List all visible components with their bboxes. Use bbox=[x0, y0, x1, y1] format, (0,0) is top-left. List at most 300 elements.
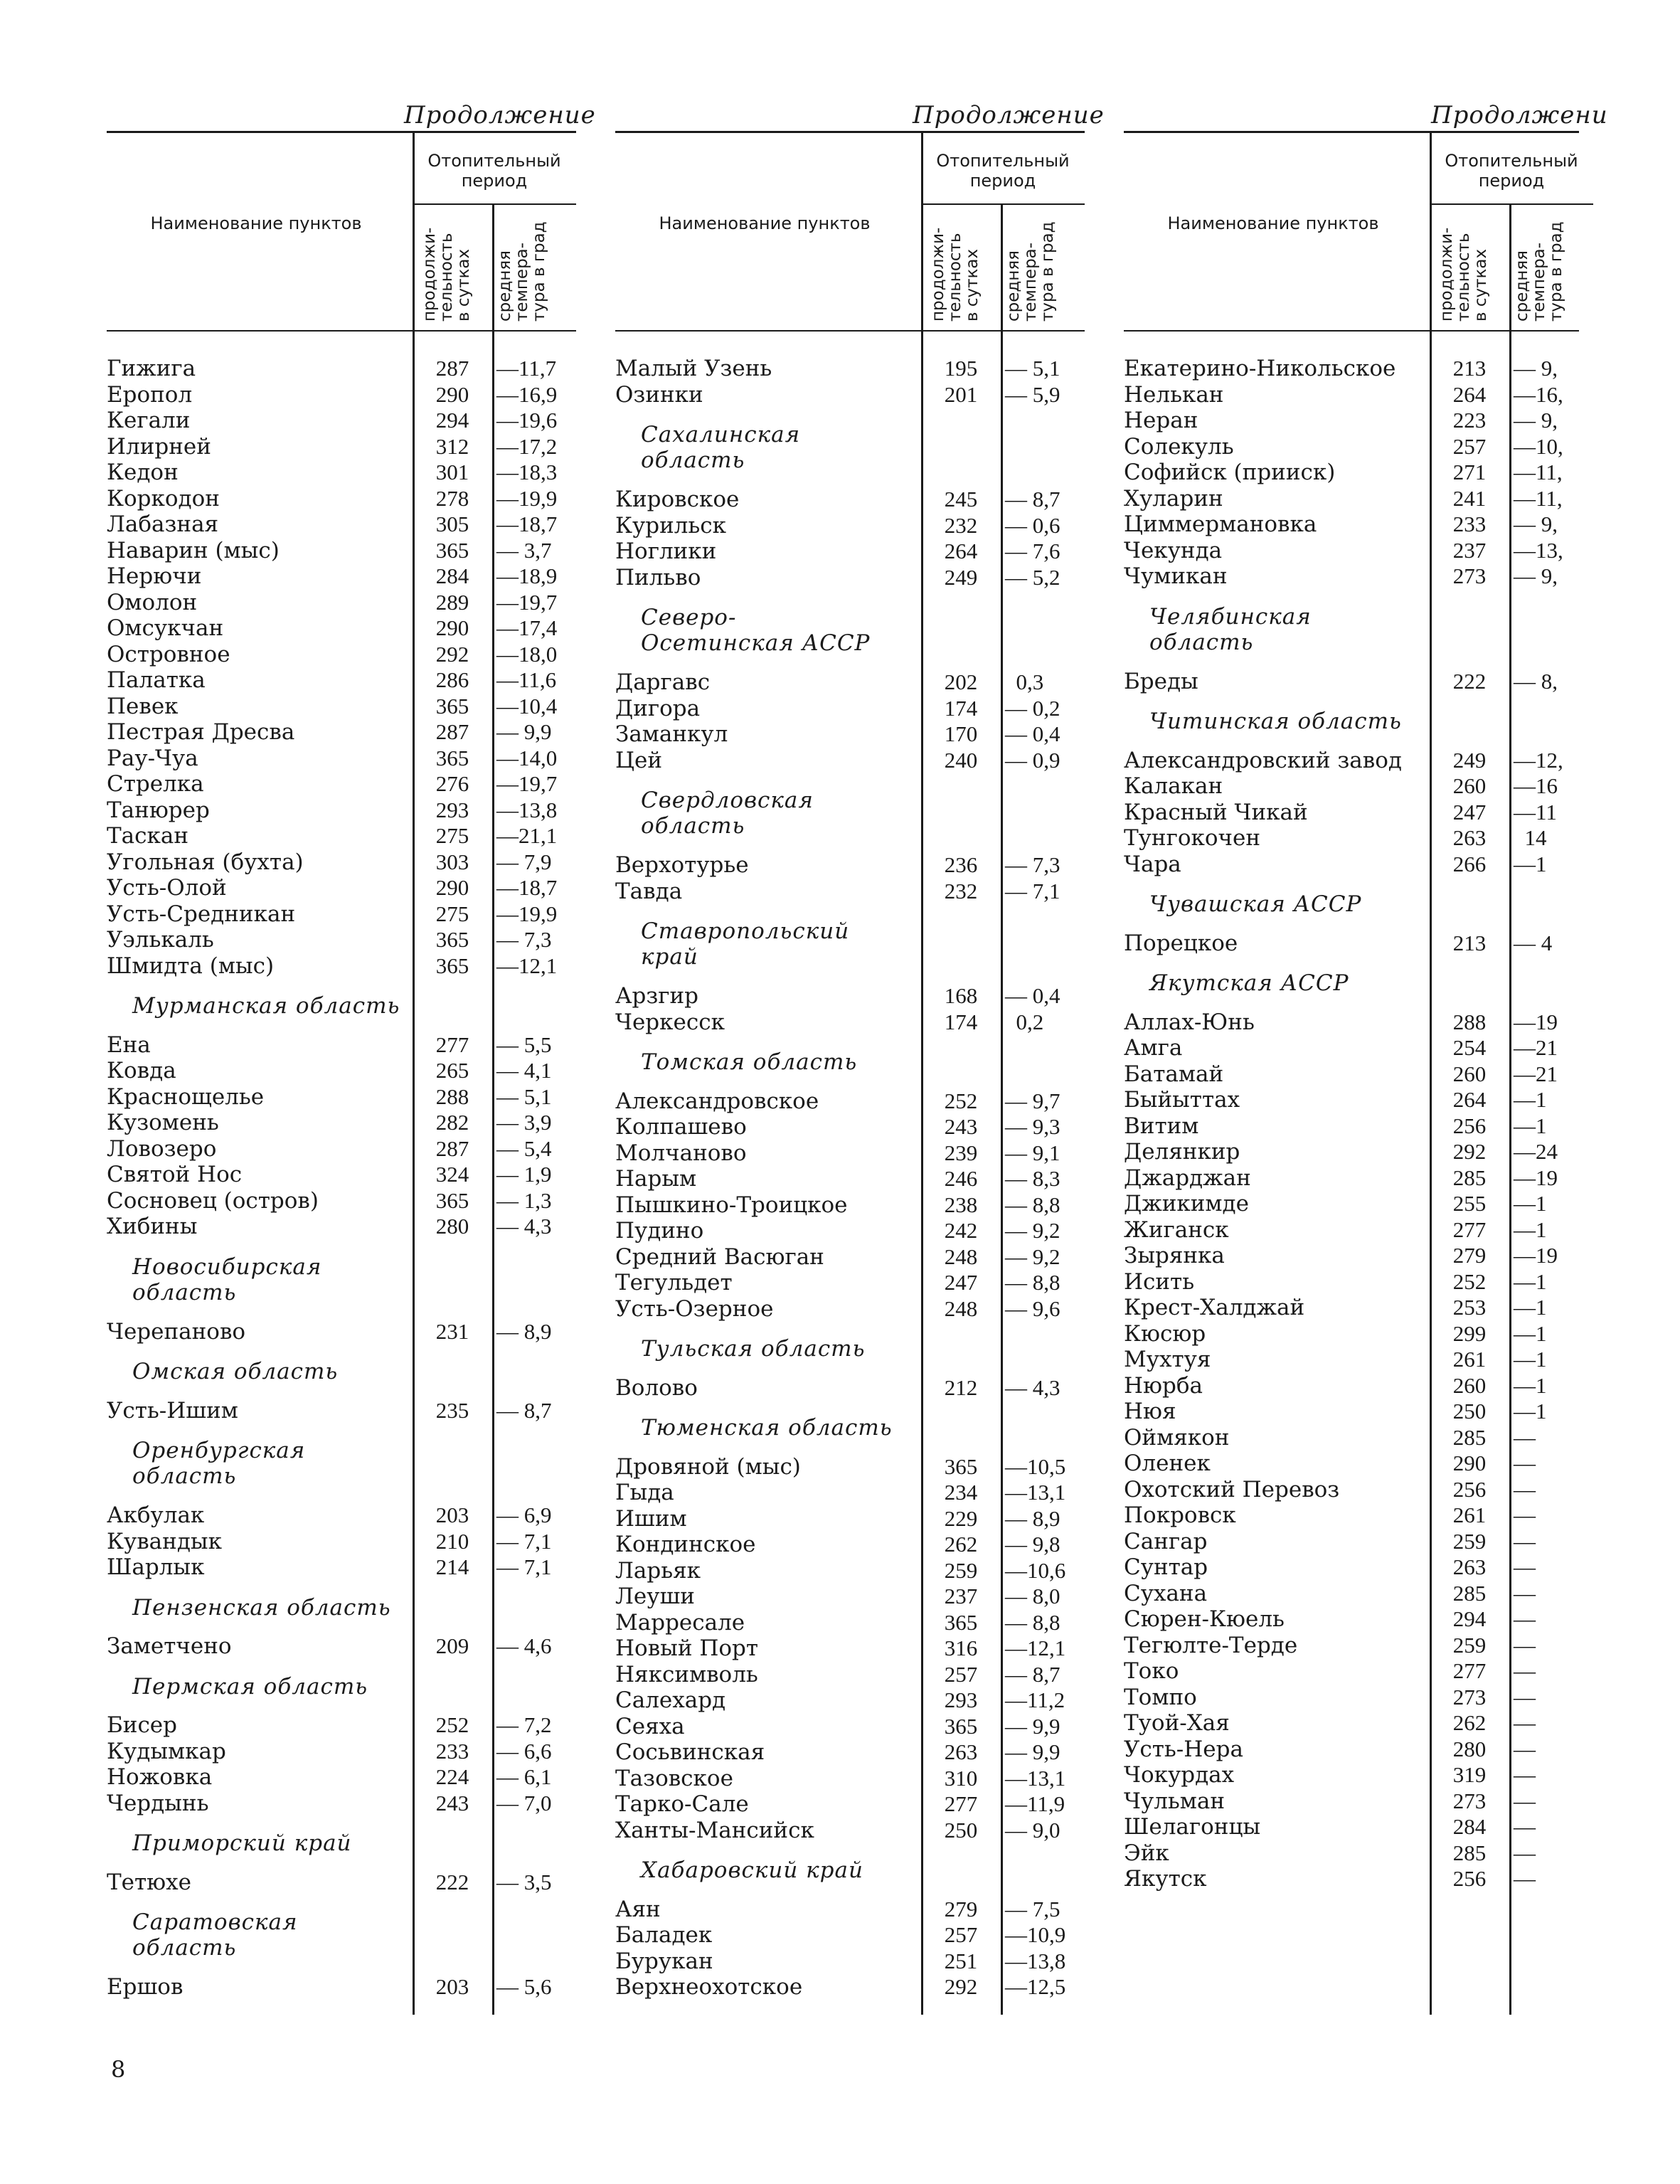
average-temperature: —13, bbox=[1514, 537, 1563, 563]
duration-days: 253 bbox=[1452, 1295, 1487, 1320]
place-name: Шмидта (мыс) bbox=[107, 953, 275, 979]
top-rule bbox=[615, 131, 1085, 133]
place-name: Даргавс bbox=[615, 669, 711, 695]
place-name: Озинки bbox=[615, 381, 703, 408]
duration-days: 299 bbox=[1452, 1320, 1487, 1346]
average-temperature: — 7,0 bbox=[496, 1790, 552, 1815]
place-name: Омолон bbox=[107, 589, 198, 615]
average-temperature: — bbox=[1514, 1788, 1536, 1813]
duration-days: 365 bbox=[435, 693, 469, 719]
average-temperature: — 0,2 bbox=[1005, 695, 1060, 721]
average-temperature: —12, bbox=[1514, 747, 1563, 773]
average-temperature: —10,4 bbox=[496, 693, 558, 719]
place-name: Колпашево bbox=[615, 1114, 747, 1140]
duration-days: 203 bbox=[435, 1974, 469, 1999]
average-temperature: —1 bbox=[1514, 851, 1547, 876]
duration-days: 365 bbox=[944, 1453, 978, 1479]
duration-days: 290 bbox=[435, 381, 469, 407]
duration-days: 249 bbox=[1452, 747, 1487, 773]
average-temperature: —24 bbox=[1514, 1139, 1558, 1164]
average-temperature: — 4,3 bbox=[496, 1214, 552, 1239]
duration-days: 286 bbox=[435, 667, 469, 692]
place-name: Чердынь bbox=[107, 1790, 209, 1816]
duration-days: 242 bbox=[944, 1218, 978, 1243]
place-name: Исить bbox=[1124, 1268, 1195, 1295]
duration-days: 263 bbox=[1452, 825, 1487, 850]
average-temperature: — 9, bbox=[1514, 563, 1558, 588]
place-name: Пильво bbox=[615, 564, 701, 590]
duration-days: 223 bbox=[1452, 408, 1487, 433]
place-name: Усть-Ишим bbox=[107, 1397, 238, 1424]
place-name: Новый Порт bbox=[615, 1636, 759, 1661]
average-temperature: — 8, bbox=[1514, 668, 1558, 694]
average-temperature: — bbox=[1514, 1684, 1536, 1709]
place-name: Ножовка bbox=[107, 1764, 213, 1790]
average-temperature: — 9, bbox=[1514, 356, 1558, 381]
average-temperature: — 8,7 bbox=[1005, 1661, 1060, 1687]
average-temperature: — 4,1 bbox=[496, 1058, 552, 1083]
place-name: Нарым bbox=[615, 1166, 697, 1192]
place-name: Островное bbox=[107, 641, 230, 667]
average-temperature: 0,2 bbox=[1005, 1009, 1044, 1034]
duration-days: 251 bbox=[944, 1948, 978, 1973]
average-temperature: —19 bbox=[1514, 1165, 1558, 1190]
region-name: Новосибирская область bbox=[132, 1253, 322, 1305]
average-temperature: — bbox=[1514, 1632, 1536, 1658]
duration-days: 294 bbox=[1452, 1606, 1487, 1631]
average-temperature: —18,7 bbox=[496, 875, 558, 900]
place-name: Тегульдет bbox=[615, 1270, 733, 1295]
average-temperature: —13,1 bbox=[1005, 1765, 1066, 1791]
duration-days: 280 bbox=[1452, 1736, 1487, 1761]
duration-days: 292 bbox=[435, 641, 469, 667]
average-temperature: —17,2 bbox=[496, 433, 558, 459]
average-temperature: — 3,5 bbox=[496, 1869, 552, 1894]
place-name: Заманкул bbox=[615, 721, 728, 747]
duration-days: 237 bbox=[944, 1584, 978, 1608]
place-name: Тегюлте-Терде bbox=[1124, 1632, 1298, 1658]
continuation-label: Продолжени bbox=[1431, 101, 1608, 129]
table-panel-3 bbox=[1124, 0, 1608, 2106]
average-temperature: — 6,1 bbox=[496, 1764, 552, 1789]
average-temperature: — 8,3 bbox=[1005, 1166, 1060, 1191]
place-name: Нюрба bbox=[1124, 1372, 1203, 1399]
duration-days: 243 bbox=[435, 1790, 469, 1815]
duration-days: 249 bbox=[944, 564, 978, 590]
place-name: Усть-Нера bbox=[1124, 1736, 1243, 1762]
duration-days: 277 bbox=[1452, 1658, 1487, 1683]
region-name: Чувашская АССР bbox=[1149, 891, 1362, 917]
duration-days: 231 bbox=[435, 1318, 469, 1344]
place-name: Палатка bbox=[107, 667, 206, 693]
place-name: Порецкое bbox=[1124, 930, 1238, 956]
place-name: Стрелка bbox=[107, 771, 204, 797]
place-name: Кондинское bbox=[615, 1532, 756, 1557]
duration-days: 240 bbox=[944, 747, 978, 773]
region-name: Читинская область bbox=[1149, 709, 1402, 734]
duration-days: 262 bbox=[944, 1532, 978, 1557]
duration-days: 264 bbox=[1452, 381, 1487, 407]
duration-days: 213 bbox=[1452, 356, 1487, 381]
place-name: Делянкир bbox=[1124, 1139, 1240, 1165]
region-name: Приморский край bbox=[132, 1830, 352, 1856]
duration-days: 245 bbox=[944, 487, 978, 511]
region-name: Сахалинская область bbox=[641, 422, 801, 473]
place-name: Чекунда bbox=[1124, 537, 1223, 563]
place-name: Салехард bbox=[615, 1687, 726, 1713]
duration-days: 254 bbox=[1452, 1035, 1487, 1060]
place-name: Наварин (мыс) bbox=[107, 537, 280, 563]
place-name: Ларьяк bbox=[615, 1557, 701, 1584]
duration-days: 275 bbox=[435, 823, 469, 848]
duration-days: 365 bbox=[944, 1713, 978, 1739]
average-temperature: — 7,1 bbox=[1005, 878, 1060, 903]
duration-days: 232 bbox=[944, 878, 978, 903]
average-temperature: — 8,9 bbox=[1005, 1505, 1060, 1531]
column-divider bbox=[1001, 205, 1003, 2015]
average-temperature: —1 bbox=[1514, 1268, 1547, 1294]
average-temperature: —12,1 bbox=[496, 953, 558, 978]
duration-days: 257 bbox=[1452, 433, 1487, 459]
column-header-temperature: средняя темпера- тура в град bbox=[1513, 221, 1565, 322]
duration-days: 285 bbox=[1452, 1840, 1487, 1865]
place-name: Танюрер bbox=[107, 797, 210, 823]
duration-days: 214 bbox=[435, 1554, 469, 1579]
duration-days: 224 bbox=[435, 1764, 469, 1789]
table-panel-2 bbox=[615, 0, 1105, 2106]
place-name: Ловозеро bbox=[107, 1135, 217, 1162]
place-name: Пышкино-Троицкое bbox=[615, 1192, 848, 1218]
place-name: Леуши bbox=[615, 1584, 695, 1609]
average-temperature: — 9,2 bbox=[1005, 1244, 1060, 1269]
place-name: Зырянка bbox=[1124, 1243, 1225, 1268]
duration-days: 256 bbox=[1452, 1866, 1487, 1891]
average-temperature: — 3,7 bbox=[496, 537, 552, 563]
average-temperature: — bbox=[1514, 1528, 1536, 1554]
place-name: Бисер bbox=[107, 1712, 177, 1738]
duration-days: 279 bbox=[1452, 1243, 1487, 1268]
duration-days: 284 bbox=[1452, 1814, 1487, 1839]
duration-days: 252 bbox=[944, 1088, 978, 1113]
duration-days: 256 bbox=[1452, 1113, 1487, 1138]
place-name: Аллах-Юнь bbox=[1124, 1009, 1255, 1035]
place-name: Дровяной (мыс) bbox=[615, 1453, 801, 1480]
duration-days: 277 bbox=[944, 1791, 978, 1816]
duration-days: 287 bbox=[435, 1135, 469, 1161]
place-name: Няксимволь bbox=[615, 1661, 758, 1687]
duration-days: 212 bbox=[944, 1374, 978, 1400]
duration-days: 264 bbox=[1452, 1087, 1487, 1112]
place-name: Кузомень bbox=[107, 1110, 219, 1135]
average-temperature: — 9, bbox=[1514, 408, 1558, 433]
place-name: Ноглики bbox=[615, 539, 717, 564]
column-divider bbox=[492, 205, 494, 2015]
duration-days: 294 bbox=[435, 408, 469, 433]
duration-days: 290 bbox=[435, 875, 469, 900]
place-name: Рау-Чуа bbox=[107, 745, 198, 771]
duration-days: 266 bbox=[1452, 851, 1487, 876]
average-temperature: —16,9 bbox=[496, 381, 558, 407]
average-temperature: — 0,4 bbox=[1005, 721, 1060, 746]
duration-days: 293 bbox=[435, 797, 469, 822]
duration-days: 365 bbox=[435, 927, 469, 952]
duration-days: 236 bbox=[944, 852, 978, 877]
place-name: Нерючи bbox=[107, 563, 202, 589]
average-temperature: — 7,9 bbox=[496, 849, 552, 874]
place-name: Туой-Хая bbox=[1124, 1710, 1230, 1736]
duration-days: 276 bbox=[435, 771, 469, 796]
average-temperature: — 5,5 bbox=[496, 1032, 552, 1057]
place-name: Ханты-Мансийск bbox=[615, 1817, 814, 1843]
period-rule bbox=[1431, 203, 1593, 205]
place-name: Черепаново bbox=[107, 1318, 246, 1345]
place-name: Амга bbox=[1124, 1035, 1183, 1061]
header-bottom-rule bbox=[107, 330, 576, 332]
place-name: Баладек bbox=[615, 1922, 713, 1948]
place-name: Оймякон bbox=[1124, 1424, 1230, 1451]
duration-days: 285 bbox=[1452, 1424, 1487, 1450]
place-name: Быйыттах bbox=[1124, 1087, 1240, 1113]
average-temperature: — 9,9 bbox=[1005, 1739, 1060, 1764]
place-name: Коркодон bbox=[107, 485, 220, 511]
duration-days: 201 bbox=[944, 381, 978, 407]
duration-days: 252 bbox=[1452, 1268, 1487, 1294]
average-temperature: —1 bbox=[1514, 1191, 1547, 1216]
place-name: Аян bbox=[615, 1896, 661, 1922]
place-name: Цей bbox=[615, 747, 663, 773]
place-name: Верхнеохотское bbox=[615, 1974, 803, 2000]
average-temperature: 0,3 bbox=[1005, 669, 1044, 694]
average-temperature: — 9, bbox=[1514, 511, 1558, 536]
average-temperature: — bbox=[1514, 1710, 1536, 1735]
place-name: Неран bbox=[1124, 408, 1198, 433]
region-name: Тульская область bbox=[641, 1336, 866, 1362]
duration-days: 247 bbox=[944, 1270, 978, 1295]
place-name: Покровск bbox=[1124, 1502, 1236, 1528]
duration-days: 305 bbox=[435, 511, 469, 536]
region-name: Мурманская область bbox=[132, 993, 400, 1019]
column-divider bbox=[1509, 205, 1511, 2015]
duration-days: 239 bbox=[944, 1140, 978, 1165]
region-name: Пензенская область bbox=[132, 1594, 391, 1621]
place-name: Илирней bbox=[107, 433, 211, 460]
duration-days: 174 bbox=[944, 1009, 978, 1034]
duration-days: 285 bbox=[1452, 1165, 1487, 1190]
place-name: Усть-Озерное bbox=[615, 1295, 774, 1322]
average-temperature: —11, bbox=[1514, 460, 1563, 484]
duration-days: 222 bbox=[435, 1869, 469, 1894]
place-name: Верхотурье bbox=[615, 852, 749, 878]
duration-days: 250 bbox=[1452, 1399, 1487, 1424]
place-name: Чокурдах bbox=[1124, 1762, 1235, 1788]
average-temperature: —18,9 bbox=[496, 563, 558, 588]
average-temperature: — bbox=[1514, 1606, 1536, 1631]
duration-days: 257 bbox=[944, 1661, 978, 1687]
duration-days: 292 bbox=[944, 1974, 978, 1999]
duration-days: 210 bbox=[435, 1528, 469, 1554]
place-name: Арзгир bbox=[615, 983, 698, 1009]
average-temperature: —14,0 bbox=[496, 745, 558, 770]
place-name: Ершов bbox=[107, 1974, 184, 2000]
average-temperature: — 9,1 bbox=[1005, 1140, 1060, 1165]
average-temperature: — 6,6 bbox=[496, 1738, 552, 1764]
place-name: Циммермановка bbox=[1124, 511, 1317, 537]
duration-days: 170 bbox=[944, 721, 978, 746]
average-temperature: — bbox=[1514, 1814, 1536, 1839]
place-name: Малый Узень bbox=[615, 356, 772, 381]
place-name: Чумикан bbox=[1124, 563, 1228, 589]
average-temperature: — 7,1 bbox=[496, 1528, 552, 1554]
average-temperature: —1 bbox=[1514, 1347, 1547, 1372]
place-name: Нелькан bbox=[1124, 381, 1224, 408]
average-temperature: —18,7 bbox=[496, 511, 558, 536]
duration-days: 290 bbox=[1452, 1451, 1487, 1475]
duration-days: 290 bbox=[435, 615, 469, 640]
column-header-name: Наименование пунктов bbox=[659, 213, 871, 233]
duration-days: 235 bbox=[435, 1397, 469, 1423]
region-name: Хабаровский край bbox=[641, 1857, 863, 1883]
region-name: Пермская область bbox=[132, 1673, 368, 1700]
duration-days: 248 bbox=[944, 1295, 978, 1321]
duration-days: 285 bbox=[1452, 1580, 1487, 1606]
duration-days: 263 bbox=[944, 1739, 978, 1764]
average-temperature: — 8,9 bbox=[496, 1318, 552, 1344]
average-temperature: — 4 bbox=[1514, 930, 1553, 955]
place-name: Красный Чикай bbox=[1124, 799, 1308, 825]
region-name: Саратовская область bbox=[132, 1909, 298, 1961]
duration-days: 238 bbox=[944, 1192, 978, 1217]
average-temperature: — 9,9 bbox=[1005, 1713, 1060, 1739]
place-name: Марресале bbox=[615, 1609, 745, 1636]
duration-days: 301 bbox=[435, 460, 469, 484]
average-temperature: —19,6 bbox=[496, 408, 558, 433]
duration-days: 312 bbox=[435, 433, 469, 459]
duration-days: 257 bbox=[944, 1922, 978, 1947]
place-name: Софийск (прииск) bbox=[1124, 460, 1336, 485]
duration-days: 232 bbox=[944, 512, 978, 538]
average-temperature: — 7,6 bbox=[1005, 539, 1060, 563]
duration-days: 237 bbox=[1452, 537, 1487, 563]
average-temperature: —10,9 bbox=[1005, 1922, 1066, 1947]
column-header-duration: продолжи- тельность в сутках bbox=[420, 227, 473, 322]
place-name: Певек bbox=[107, 693, 179, 719]
duration-days: 229 bbox=[944, 1505, 978, 1531]
average-temperature: — 9,7 bbox=[1005, 1088, 1060, 1113]
place-name: Александровское bbox=[615, 1088, 819, 1114]
duration-days: 203 bbox=[435, 1502, 469, 1527]
average-temperature: —1 bbox=[1514, 1295, 1547, 1320]
place-name: Екатерино-Никольское bbox=[1124, 356, 1396, 381]
average-temperature: —11,7 bbox=[496, 356, 557, 381]
duration-days: 260 bbox=[1452, 773, 1487, 798]
duration-days: 282 bbox=[435, 1110, 469, 1135]
duration-days: 275 bbox=[435, 901, 469, 926]
average-temperature: — 7,5 bbox=[1005, 1896, 1060, 1921]
place-name: Ена bbox=[107, 1032, 151, 1058]
duration-days: 259 bbox=[944, 1557, 978, 1583]
region-name: Свердловская область bbox=[641, 788, 814, 839]
average-temperature: —1 bbox=[1514, 1216, 1547, 1242]
average-temperature: —13,8 bbox=[1005, 1948, 1066, 1973]
place-name: Святой Нос bbox=[107, 1162, 243, 1187]
average-temperature: —12,1 bbox=[1005, 1636, 1066, 1660]
average-temperature: — 7,3 bbox=[1005, 852, 1060, 877]
duration-days: 168 bbox=[944, 983, 978, 1008]
average-temperature: — bbox=[1514, 1866, 1536, 1891]
average-temperature: —19 bbox=[1514, 1243, 1558, 1268]
average-temperature: — 5,2 bbox=[1005, 564, 1060, 590]
place-name: Джикимде bbox=[1124, 1191, 1249, 1216]
table-panel-1 bbox=[107, 0, 596, 2106]
place-name: Якутск bbox=[1124, 1866, 1207, 1892]
duration-days: 277 bbox=[435, 1032, 469, 1057]
place-name: Сосьвинская bbox=[615, 1739, 765, 1765]
duration-days: 292 bbox=[1452, 1139, 1487, 1164]
duration-days: 246 bbox=[944, 1166, 978, 1191]
column-header-temperature: средняя темпера- тура в град bbox=[496, 221, 548, 322]
average-temperature: —13,8 bbox=[496, 797, 558, 822]
average-temperature: —13,1 bbox=[1005, 1480, 1066, 1505]
average-temperature: — bbox=[1514, 1502, 1536, 1527]
average-temperature: —11,2 bbox=[1005, 1687, 1065, 1712]
duration-days: 247 bbox=[1452, 799, 1487, 825]
place-name: Заметчено bbox=[107, 1633, 232, 1659]
average-temperature: — 1,3 bbox=[496, 1187, 552, 1213]
average-temperature: — bbox=[1514, 1580, 1536, 1606]
place-name: Тавда bbox=[615, 878, 683, 904]
duration-days: 256 bbox=[1452, 1476, 1487, 1502]
place-name: Омсукчан bbox=[107, 615, 224, 641]
duration-days: 273 bbox=[1452, 563, 1487, 588]
place-name: Охотский Перевоз bbox=[1124, 1476, 1340, 1502]
average-temperature: — bbox=[1514, 1840, 1536, 1865]
place-name: Шелагонцы bbox=[1124, 1814, 1261, 1840]
average-temperature: — 4,3 bbox=[1005, 1374, 1060, 1400]
duration-days: 248 bbox=[944, 1244, 978, 1269]
region-name: Томская область bbox=[641, 1049, 858, 1075]
duration-days: 365 bbox=[435, 953, 469, 978]
place-name: Пудино bbox=[615, 1218, 704, 1244]
average-temperature: — 6,9 bbox=[496, 1502, 552, 1527]
place-name: Ишим bbox=[615, 1505, 687, 1532]
average-temperature: — 7,1 bbox=[496, 1554, 552, 1579]
average-temperature: —1 bbox=[1514, 1399, 1547, 1424]
average-temperature: — 9,6 bbox=[1005, 1295, 1060, 1321]
duration-days: 252 bbox=[435, 1712, 469, 1737]
place-name: Усть-Олой bbox=[107, 875, 227, 901]
duration-days: 288 bbox=[1452, 1009, 1487, 1034]
average-temperature: —1 bbox=[1514, 1087, 1547, 1112]
average-temperature: — bbox=[1514, 1451, 1536, 1475]
duration-days: 310 bbox=[944, 1765, 978, 1791]
average-temperature: — 9,9 bbox=[496, 719, 552, 744]
average-temperature: — 5,1 bbox=[1005, 356, 1060, 381]
duration-days: 209 bbox=[435, 1633, 469, 1658]
average-temperature: — bbox=[1514, 1554, 1536, 1579]
average-temperature: —18,0 bbox=[496, 641, 558, 667]
average-temperature: —19,9 bbox=[496, 485, 558, 511]
average-temperature: — bbox=[1514, 1424, 1536, 1450]
average-temperature: — 8,8 bbox=[1005, 1192, 1060, 1217]
place-name: Шарлык bbox=[107, 1554, 205, 1580]
place-name: Сунтар bbox=[1124, 1554, 1208, 1580]
place-name: Кедон bbox=[107, 460, 179, 485]
duration-days: 365 bbox=[435, 1187, 469, 1213]
place-name: Кудымкар bbox=[107, 1738, 226, 1764]
place-name: Ковда bbox=[107, 1058, 176, 1083]
average-temperature: —19,7 bbox=[496, 771, 558, 796]
average-temperature: —21,1 bbox=[496, 823, 558, 848]
